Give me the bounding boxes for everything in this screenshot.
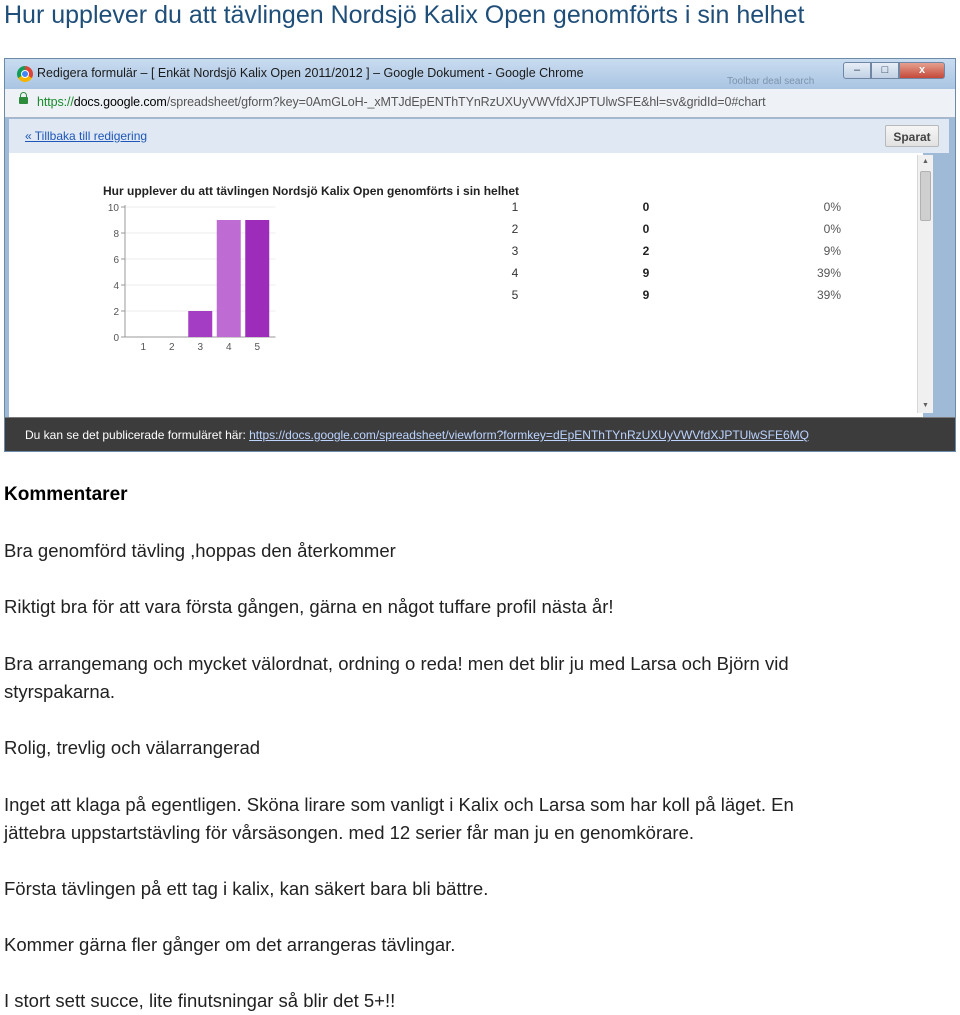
table-category: 4	[511, 266, 519, 280]
saved-button[interactable]: Sparat	[885, 125, 939, 147]
scroll-up-icon[interactable]: ▲	[922, 158, 929, 165]
background-tab-text: Toolbar deal search	[727, 76, 815, 87]
published-form-bar	[5, 417, 955, 452]
comment-line: Första tävlingen på ett tag i kalix, kan säkert bara bli bättre.	[4, 878, 489, 899]
y-tick-label: 4	[113, 281, 119, 292]
back-to-editing-link[interactable]: « Tillbaka till redigering	[25, 129, 148, 143]
table-count: 0	[642, 222, 650, 236]
lock-icon	[19, 97, 28, 104]
scroll-down-icon[interactable]: ▼	[922, 402, 929, 409]
chart-title: Hur upplever du att tävlingen Nordsjö Kalix Open genomförts i sin helhet	[103, 184, 520, 198]
table-category: 5	[511, 288, 519, 302]
vertical-scrollbar[interactable]	[917, 155, 933, 413]
url-host: docs.google.com	[73, 95, 167, 109]
table-percent: 0%	[823, 222, 841, 236]
edit-toolbar	[9, 119, 949, 153]
x-tick-label: 1	[140, 342, 147, 353]
scrollbar-thumb[interactable]	[920, 171, 931, 221]
comments-heading: Kommentarer	[4, 484, 128, 505]
x-tick-label: 3	[197, 342, 204, 353]
document-title: Hur upplever du att tävlingen Nordsjö Kalix Open genomförts i sin helhet	[4, 1, 805, 29]
comment-line: I stort sett succe, lite finutsningar så blir det 5+!!	[4, 990, 396, 1011]
comment-line: Riktigt bra för att vara första gången, gärna en något tuffare profil nästa år!	[4, 596, 614, 617]
x-tick-label: 4	[225, 342, 232, 353]
comment-line: Bra arrangemang och mycket välordnat, ordning o reda! men det blir ju med Larsa och Björn vid	[4, 653, 789, 674]
maximize-button[interactable]: □	[871, 62, 899, 79]
address-bar[interactable]	[5, 89, 955, 118]
published-form-prefix: Du kan se det publicerade formuläret här:	[25, 428, 250, 442]
comment-line: jättebra uppstartstävling för vårsäsongen. med 12 serier får man ju en genomkörare.	[4, 822, 695, 843]
table-count: 9	[642, 288, 650, 302]
table-percent: 39%	[816, 266, 841, 280]
table-count: 9	[642, 266, 650, 280]
comment-line: Bra genomförd tävling ,hoppas den återkommer	[4, 540, 396, 561]
y-tick-label: 6	[113, 255, 119, 266]
url-path: /spreadsheet/gform?key=0AmGLoH-_xMTJdEpENThTYnRzUXUyVWVfdXJPTUlwSFE&hl=sv&gridId=0#chart	[166, 95, 766, 109]
x-tick-label: 2	[168, 342, 175, 353]
response-chart	[85, 177, 885, 407]
bar-4	[217, 220, 241, 337]
browser-screenshot	[4, 58, 956, 452]
bar-3	[188, 311, 212, 337]
y-tick-label: 0	[113, 333, 119, 344]
table-category: 3	[511, 244, 519, 258]
close-window-button[interactable]: x	[899, 62, 945, 79]
comment-line: styrspakarna.	[4, 681, 116, 702]
minimize-button[interactable]: –	[843, 62, 871, 79]
table-category: 2	[511, 222, 519, 236]
table-category: 1	[511, 200, 519, 214]
table-count: 0	[642, 200, 650, 214]
chrome-icon	[17, 66, 33, 82]
table-percent: 39%	[816, 288, 841, 302]
y-tick-label: 8	[113, 229, 119, 240]
bar-5	[245, 220, 269, 337]
table-percent: 9%	[823, 244, 841, 258]
comment-line: Inget att klaga på egentligen. Sköna lirare som vanligt i Kalix och Larsa som har koll på läget. En	[4, 794, 794, 815]
window-title: Redigera formulär – [ Enkät Nordsjö Kalix Open 2011/2012 ] – Google Dokument - Google Chrome	[37, 66, 584, 80]
y-tick-label: 2	[113, 307, 119, 318]
y-tick-label: 10	[107, 203, 119, 214]
comment-line: Rolig, trevlig och välarrangerad	[4, 737, 261, 758]
x-tick-label: 5	[254, 342, 261, 353]
url-text[interactable]	[37, 95, 765, 109]
window-titlebar	[5, 59, 955, 89]
published-form-link[interactable]: https://docs.google.com/spreadsheet/viewform?formkey=dEpENThTYnRzUXUyVWVfdXJPTUlwSFE6MQ	[249, 428, 809, 442]
published-form-text	[25, 428, 809, 442]
comment-line: Kommer gärna fler gånger om det arrangeras tävlingar.	[4, 934, 456, 955]
url-scheme: https://	[37, 95, 74, 109]
table-percent: 0%	[823, 200, 841, 214]
table-count: 2	[642, 244, 650, 258]
